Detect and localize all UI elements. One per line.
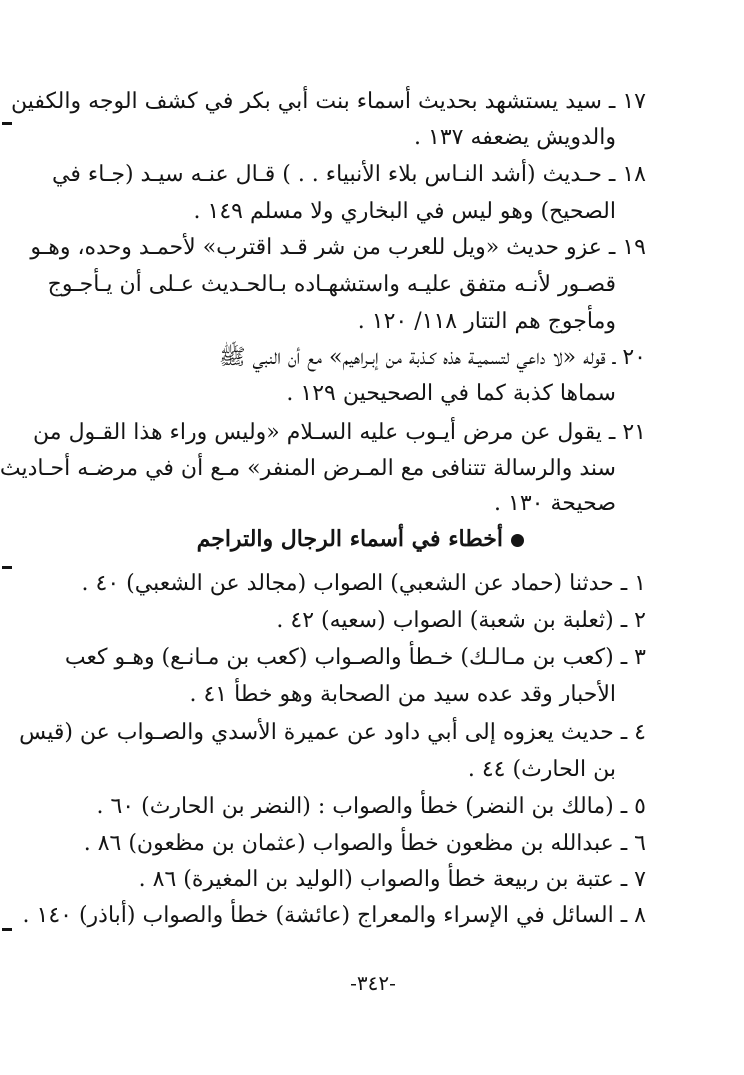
- text-line: ٨ ـ السائل في الإسراء والمعراج (عائشة) خطأ والصواب (أباذر) ١٤٠ .: [22, 903, 646, 928]
- text-line: ٤ ـ حديث يعزوه إلى أبي داود عن عميرة الأسدي والصـواب عن (قيس: [19, 720, 646, 745]
- margin-mark: [2, 566, 12, 569]
- margin-mark: [2, 928, 12, 931]
- text-line: الصحيح) وهو ليس في البخاري ولا مسلم ١٤٩ .: [193, 199, 616, 224]
- book-page: [2, 0, 744, 1075]
- text-line: ٦ ـ عبدالله بن مظعون خطأ والصواب (عثمان بن مظعون) ٨٦ .: [83, 831, 646, 856]
- text-line: ٧ ـ عتبة بن ربيعة خطأ والصواب (الوليد بن المغيرة) ٨٦ .: [138, 867, 646, 892]
- text-line: بن الحارث) ٤٤ .: [467, 757, 616, 782]
- text-line: ٢ ـ (ثعلبة بن شعبة) الصواب (سعيه) ٤٢ .: [276, 608, 646, 633]
- bullet-icon: [511, 534, 524, 547]
- text-line: قصـور لأنـه متفق عليـه واستشهـاده بـالحـديث عـلى أن يـأجـوج: [47, 272, 616, 297]
- text-line: سند والرسالة تتنافى مع المـرض المنفر» مـع أن في مرضـه أحـاديث: [0, 456, 616, 481]
- section-heading-text: أخطاء في أسماء الرجال والتراجم: [196, 526, 503, 552]
- text-line: ٣ ـ (كعب بن مـالـك) خـطأ والصـواب (كعب بن مـانـع) وهـو كعب: [64, 645, 646, 670]
- text-line: ٢١ ـ يقول عن مرض أيـوب عليه السـلام «وليس وراء هذا القـول من: [33, 420, 646, 445]
- text-line: سماها كذبة كما في الصحيحين ١٢٩ .: [286, 381, 616, 406]
- text-line: ومأجوج هم التتار ١١٨/ ١٢٠ .: [357, 309, 616, 334]
- margin-mark: [2, 122, 12, 125]
- text-line: ١٩ ـ عزو حديث «ويل للعرب من شر قـد اقترب» لأحمـد وحده، وهـو: [30, 235, 646, 260]
- text-line: والدويش يضعفه ١٣٧ .: [414, 125, 616, 150]
- text-line: ١٨ ـ حـديث (أشد النـاس بلاء الأنبياء . . ) قـال عنـه سيـد (جـاء في: [52, 162, 646, 187]
- text-line: صحيحة ١٣٠ .: [494, 491, 616, 516]
- text-line: ١ ـ حدثنا (حماد عن الشعبي) الصواب (مجالد عن الشعبي) ٤٠ .: [81, 571, 646, 596]
- text-line: ٥ ـ (مالك بن النضر) خطأ والصواب : (النضر بن الحارث) ٦٠ .: [96, 794, 646, 819]
- text-line: الأحبار وقد عده سيد من الصحابة وهو خطأ ٤١ .: [189, 682, 616, 707]
- page-number: -٣٤٢-: [350, 971, 396, 995]
- text-line: ١٧ ـ سيد يستشهد بحديث أسماء بنت أبي بكر في كشف الوجه والكفين: [11, 89, 646, 114]
- text-line: ٢٠ ـ قوله «لا داعي لتسميـة هذه كـذبة من إبـراهيم» مع أن النبي ﷺ: [218, 345, 646, 370]
- section-heading: [62, 521, 524, 557]
